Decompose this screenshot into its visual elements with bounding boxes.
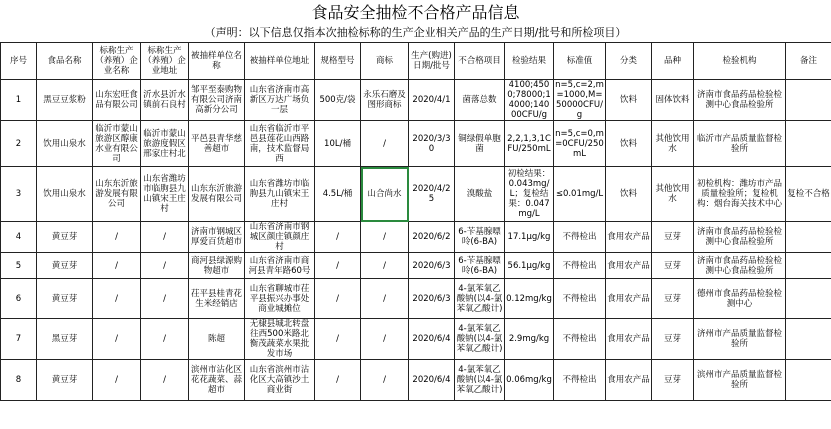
table-cell[interactable]: 临沂市蒙山旅游区醇康水业有限公司 (93, 121, 141, 167)
table-cell[interactable]: 山东省临沂市平邑县莲花山西路南，技术监督局西 (245, 121, 315, 167)
table-cell[interactable] (786, 279, 831, 319)
table-cell[interactable]: 济南市食品药品检验检测中心食品检验所 (694, 80, 786, 121)
header-cell[interactable]: 不合格项目 (455, 43, 505, 80)
table-cell[interactable]: 饮料 (606, 167, 652, 222)
table-cell[interactable]: 2,2,1,3,1CFU/250mL (505, 121, 554, 167)
table-cell[interactable]: / (93, 319, 141, 360)
table-row (1, 253, 831, 279)
table-cell[interactable]: 其他饮用水 (652, 167, 694, 222)
table-cell[interactable]: / (93, 222, 141, 253)
table-row (1, 360, 831, 401)
table-cell[interactable]: 2020/4/25 (409, 167, 455, 222)
table-cell[interactable]: 德州市食品药品检验检测中心 (694, 279, 786, 319)
table-cell[interactable]: 不得检出 (554, 319, 606, 360)
table-cell[interactable]: 食用农产品 (606, 279, 652, 319)
table-cell[interactable]: 不得检出 (554, 222, 606, 253)
table-cell[interactable]: / (141, 279, 189, 319)
table-cell[interactable] (786, 222, 831, 253)
table-cell[interactable] (786, 360, 831, 401)
table-cell[interactable]: 2020/6/2 (409, 222, 455, 253)
table-row (1, 279, 831, 319)
table-cell[interactable]: 4 (1, 222, 37, 253)
table-cell[interactable]: 2020/6/3 (409, 253, 455, 279)
table-cell[interactable]: 黄豆芽 (37, 222, 93, 253)
table-cell[interactable]: 黄豆芽 (37, 253, 93, 279)
table-cell[interactable]: 沂水县沂水镇前石良村 (141, 80, 189, 121)
table-cell[interactable]: / (361, 360, 409, 401)
table-cell[interactable]: 山东省滨州市沾化区大高镇沙土商业街 (245, 360, 315, 401)
table-cell[interactable]: / (141, 253, 189, 279)
table-cell[interactable]: 6-苄基腺嘌呤(6-BA) (455, 222, 505, 253)
table-cell[interactable]: 2020/6/4 (409, 319, 455, 360)
header-cell[interactable]: 分类 (606, 43, 652, 80)
table-cell[interactable]: 2020/4/1 (409, 80, 455, 121)
table-cell[interactable]: 不得检出 (554, 360, 606, 401)
table-cell[interactable]: 4.5L/桶 (315, 167, 361, 222)
header-cell[interactable]: 检验结果 (505, 43, 554, 80)
table-cell[interactable]: 食用农产品 (606, 253, 652, 279)
table-cell[interactable]: 饮料 (606, 80, 652, 121)
table-cell[interactable]: 临沂市蒙山旅游度假区邢家庄村北 (141, 121, 189, 167)
table-cell[interactable]: 永乐石磨及图形商标 (361, 80, 409, 121)
table-cell[interactable]: / (361, 279, 409, 319)
table-cell[interactable]: 不得检出 (554, 279, 606, 319)
table-cell[interactable]: 0.06mg/kg (505, 360, 554, 401)
table-cell[interactable]: 济州市产品质量监督检验所 (694, 319, 786, 360)
table-cell[interactable]: 邹平至泰购物有限公司济南高新分公司 (189, 80, 245, 121)
header-cell[interactable]: 商标 (361, 43, 409, 80)
table-cell[interactable]: / (315, 319, 361, 360)
header-cell[interactable]: 标准值 (554, 43, 606, 80)
header-cell[interactable]: 被抽样单位地址 (245, 43, 315, 80)
table-row (1, 222, 831, 253)
table-cell[interactable]: 2.9mg/kg (505, 319, 554, 360)
table-cell[interactable]: 陈超 (189, 319, 245, 360)
header-cell[interactable]: 生产(购进)日期/批号 (409, 43, 455, 80)
table-cell[interactable]: 其他饮用水 (652, 121, 694, 167)
table-cell[interactable]: 济南市食品药品检验检测中心食品检验所 (694, 253, 786, 279)
table-cell[interactable]: 饮用山泉水 (37, 121, 93, 167)
table-cell[interactable]: 复检不合格 (786, 167, 831, 222)
table-cell[interactable]: / (315, 253, 361, 279)
sheet-title: 食品安全抽检不合格产品信息 (311, 3, 520, 22)
table-cell[interactable] (786, 121, 831, 167)
table-cell[interactable]: 豆芽 (652, 222, 694, 253)
table-cell[interactable]: / (361, 253, 409, 279)
table-cell[interactable]: / (361, 222, 409, 253)
table-cell[interactable]: 济南市食品药品检验检测中心食品检验所 (694, 222, 786, 253)
table-cell[interactable]: 山东省潍坊市临朐县九山镇宋王庄村 (245, 167, 315, 222)
table-cell[interactable]: 4-氯苯氧乙酸钠(以4-氯苯氧乙酸计) (455, 319, 505, 360)
table-cell[interactable]: 济南市钢城区厚爱百货超市 (189, 222, 245, 253)
table-cell[interactable]: 1 (1, 80, 37, 121)
table-cell[interactable]: ≤0.01mg/L (554, 167, 606, 222)
header-cell[interactable]: 品种 (652, 43, 694, 80)
table-cell[interactable]: 饮用山泉水 (37, 167, 93, 222)
table-cell[interactable]: 饮料 (606, 121, 652, 167)
table-cell[interactable]: 豆芽 (652, 279, 694, 319)
table-cell[interactable]: 豆芽 (652, 319, 694, 360)
table-cell[interactable] (786, 319, 831, 360)
table-cell[interactable]: 山东省潍坊市临朐县九山镇宋王庄村 (141, 167, 189, 222)
table-cell[interactable]: 4-氯苯氧乙酸钠(以4-氯苯氧乙酸计) (455, 279, 505, 319)
table-cell[interactable]: 初检结果：0.043mg/L；复检结果：0.047mg/L (505, 167, 554, 222)
table-cell[interactable] (786, 253, 831, 279)
table-cell[interactable]: / (361, 121, 409, 167)
table-cell[interactable]: 山东宏旺食品有限公司 (93, 80, 141, 121)
table-cell[interactable]: 2 (1, 121, 37, 167)
table-cell[interactable]: 2020/6/3 (409, 279, 455, 319)
header-cell[interactable]: 检验机构 (694, 43, 786, 80)
table-cell[interactable]: / (93, 253, 141, 279)
table-cell[interactable]: 食用农产品 (606, 319, 652, 360)
header-cell[interactable]: 序号 (1, 43, 37, 80)
table-cell[interactable]: 商河县绿源购物超市 (189, 253, 245, 279)
table-cell[interactable]: 7 (1, 319, 37, 360)
table-cell[interactable]: 4100;4500;78000;14000;14000CFU/g (505, 80, 554, 121)
table-cell[interactable]: 临沂市产品质量监督检验所 (694, 121, 786, 167)
table-cell[interactable]: 山东省聊城市茌平县振兴办事处商业城摊位 (245, 279, 315, 319)
table-cell[interactable]: 豆芽 (652, 360, 694, 401)
table-cell[interactable]: / (315, 279, 361, 319)
table-cell[interactable]: / (93, 360, 141, 401)
table-cell[interactable]: 0.12mg/kg (505, 279, 554, 319)
table-cell[interactable]: 山东东沂旅游发展有限公司 (189, 167, 245, 222)
table-cell[interactable]: n=5,c=2,m=1000,M=50000CFU/g (555, 80, 604, 120)
header-cell[interactable]: 标称生产（养殖）企业名称 (93, 43, 141, 80)
table-cell[interactable]: 平邑县青华慈善超市 (189, 121, 245, 167)
table-cell[interactable]: 固体饮料 (652, 80, 694, 121)
table-cell[interactable]: 山东省济南市钢城区颜庄镇颜庄村 (245, 222, 315, 253)
data-table (0, 42, 831, 401)
table-cell[interactable]: n=5,c=0,m=0CFU/250mL (554, 121, 606, 167)
table-cell[interactable]: 山东省济南市商河县青年路60号 (245, 253, 315, 279)
table-cell[interactable]: 500克/袋 (315, 80, 361, 121)
table-cell[interactable]: 8 (1, 360, 37, 401)
table-cell[interactable]: / (361, 319, 409, 360)
table-cell[interactable]: 4-氯苯氧乙酸钠(以4-氯苯氧乙酸计) (455, 360, 505, 401)
table-cell[interactable]: 铜绿假单胞菌 (455, 121, 505, 167)
table-cell[interactable]: 黄豆芽 (37, 279, 93, 319)
table-cell[interactable]: 食用农产品 (606, 222, 652, 253)
sheet-subtitle: （声明：以下信息仅指本次抽检标称的生产企业相关产品的生产日期/批号和所检项目） (204, 26, 627, 39)
table-cell[interactable]: 2020/6/4 (409, 360, 455, 401)
table-cell[interactable]: / (141, 222, 189, 253)
table-cell[interactable]: 无棣县城北转盘往西500米路北衡茂蔬菜水果批发市场 (245, 319, 315, 360)
table-cell[interactable]: 10L/桶 (315, 121, 361, 167)
table-cell[interactable]: 溴酸盐 (455, 167, 505, 222)
table-cell[interactable]: 食用农产品 (606, 360, 652, 401)
table-cell[interactable]: 2020/3/30 (409, 121, 455, 167)
table-cell[interactable]: / (315, 222, 361, 253)
table-cell[interactable]: 初检机构：潍坊市产品质量检验所；复检机构：烟台海关技术中心 (694, 167, 786, 222)
table-cell[interactable]: 滨州市沾化区花花蔬菜、蒜超市 (189, 360, 245, 401)
table-cell[interactable]: 3 (1, 167, 37, 222)
table-cell[interactable]: 菌落总数 (455, 80, 505, 121)
table-cell[interactable]: 不得检出 (554, 253, 606, 279)
table-cell[interactable]: / (315, 360, 361, 401)
table-cell[interactable]: 黑豆豆浆粉 (37, 80, 93, 121)
header-cell[interactable]: 食品名称 (37, 43, 93, 80)
table-cell[interactable]: 黑豆芽 (37, 319, 93, 360)
table-cell[interactable]: 豆芽 (652, 253, 694, 279)
header-cell[interactable]: 被抽样单位名称 (189, 43, 245, 80)
table-cell[interactable]: / (93, 279, 141, 319)
table-cell[interactable]: / (141, 319, 189, 360)
selected-cell[interactable]: 山合尚水 (361, 167, 409, 222)
table-cell[interactable]: 6 (1, 279, 37, 319)
header-cell[interactable]: 规格型号 (315, 43, 361, 80)
table-cell[interactable]: / (141, 360, 189, 401)
table-cell[interactable]: 山东东沂旅游发展有限公司 (93, 167, 141, 222)
header-cell[interactable]: 备注 (786, 43, 831, 80)
table-row (1, 80, 831, 121)
table-cell[interactable]: 5 (1, 253, 37, 279)
header-cell[interactable]: 标称生产（养殖）企业地址 (141, 43, 189, 80)
table-cell[interactable]: 56.1μg/kg (505, 253, 554, 279)
table-row (1, 121, 831, 167)
table-cell[interactable]: 茌平县桂青花生米经销店 (189, 279, 245, 319)
table-cell[interactable]: 6-苄基腺嘌呤(6-BA) (455, 253, 505, 279)
table-cell[interactable]: 滨州市产品质量监督检验所 (694, 360, 786, 401)
table-cell[interactable]: 山东省济南市高新区万达广场负一层 (245, 80, 315, 121)
header-row (1, 43, 831, 80)
table-cell[interactable]: 黄豆芽 (37, 360, 93, 401)
table-cell[interactable]: 17.1μg/kg (505, 222, 554, 253)
table-cell[interactable] (786, 80, 831, 121)
table-row (1, 319, 831, 360)
table-row (1, 167, 831, 222)
